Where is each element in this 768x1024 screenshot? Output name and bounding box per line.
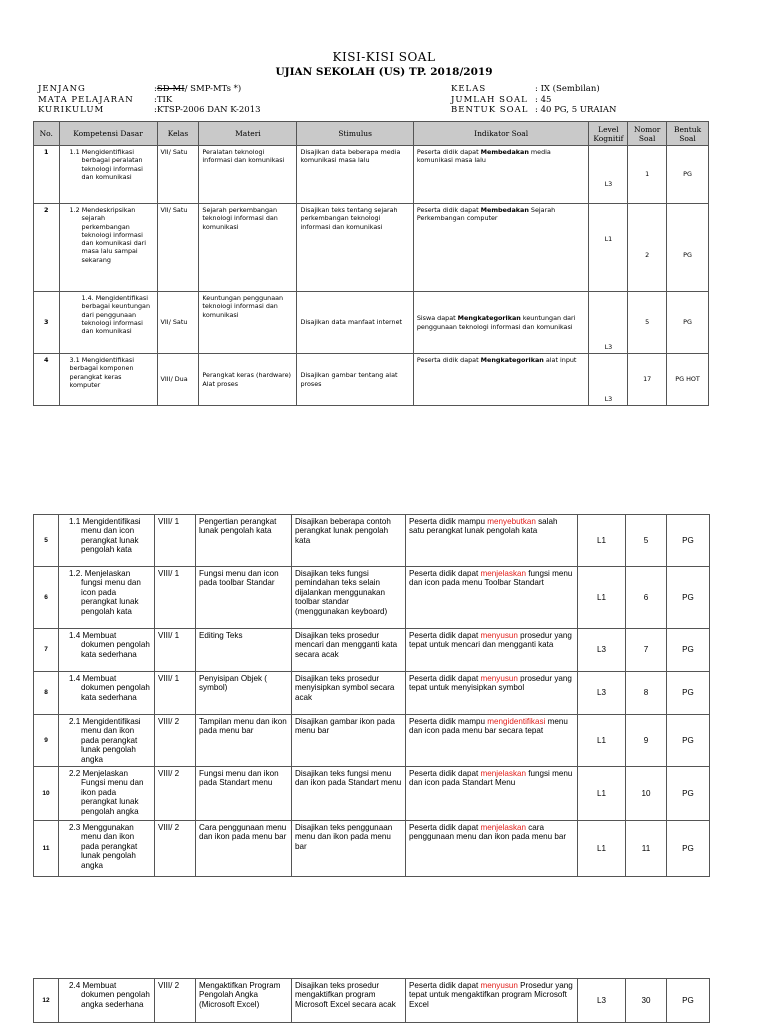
col-header: Materi (199, 122, 297, 146)
row-stimulus: Disajikan teks tentang sejarah perkembangan teknologi informasi dan komunikasi (297, 204, 413, 292)
table-row (34, 821, 710, 877)
row-no: 1 (34, 146, 60, 204)
row-no: 3 (34, 292, 60, 354)
row-bentuk: PG (667, 821, 710, 877)
row-no: 6 (34, 567, 59, 629)
meta-value: : 40 PG, 5 URAIAN (535, 105, 617, 115)
row-stimulus: Disajikan teks fungsi pemindahan teks selain dijalankan menggunakan toolbar standar (menggunakan keyboard) (292, 567, 406, 629)
row-indikator: Siswa dapat Mengkategorikan keuntungan dari penggunaan teknologi informasi dan komunikasi (413, 292, 589, 354)
indikator-keyword: menyusun (480, 981, 518, 990)
meta-value: KTSP-2006 DAN K-2013 (156, 105, 261, 115)
row-indikator: Peserta didik dapat Membedakan Sejarah Perkembangan computer (413, 204, 589, 292)
row-indikator: Peserta didik dapat Membedakan media komunikasi masa lalu (413, 146, 589, 204)
row-nomor: 5 (626, 515, 667, 567)
row-bentuk: PG (667, 146, 709, 204)
row-kd: 2.2 Menjelaskan Fungsi menu dan ikon pada perangkat lunak pengolah angka (59, 767, 155, 821)
row-kelas: VII/ Satu (157, 146, 199, 204)
meta-label: KELAS (451, 84, 487, 94)
row-no: 4 (34, 354, 60, 406)
col-header: No. (34, 122, 60, 146)
table-row (34, 354, 709, 406)
row-materi: Tampilan menu dan ikon pada menu bar (196, 715, 292, 767)
row-stimulus: Disajikan teks prosedur mencari dan mengganti kata secara acak (292, 629, 406, 672)
table-header-row (34, 122, 709, 146)
row-indikator: Peserta didik dapat menjelaskan fungsi menu dan icon pada Standart Menu (406, 767, 578, 821)
row-bentuk: PG (667, 979, 710, 1023)
row-kelas: VIII/ 1 (155, 515, 196, 567)
col-header: Nomor Soal (628, 122, 667, 146)
row-level: L1 (578, 821, 626, 877)
row-no: 5 (34, 515, 59, 567)
table-row (34, 672, 710, 715)
row-materi: Editing Teks (196, 629, 292, 672)
indikator-keyword: menyusun (480, 674, 518, 683)
kisi-table-2 (33, 514, 710, 877)
indikator-keyword: Mengkategorikan (480, 356, 544, 364)
meta-label: JUMLAH SOAL (451, 94, 528, 105)
row-bentuk: PG (667, 292, 709, 354)
row-stimulus: Disajikan teks prosedur menyisipkan symbol secara acak (292, 672, 406, 715)
row-kelas: VIII/ 2 (155, 979, 196, 1023)
row-level: L1 (578, 515, 626, 567)
meta-right (451, 84, 616, 116)
row-no: 12 (34, 979, 59, 1023)
indikator-keyword: menjelaskan (480, 823, 526, 833)
row-bentuk: PG HOT (667, 354, 709, 406)
row-kelas: VII/ Satu (157, 292, 199, 354)
row-bentuk: PG (667, 672, 710, 715)
row-indikator: Peserta didik dapat menjelaskan cara penggunaan menu dan ikon pada menu bar (406, 821, 578, 877)
meta-row-kelas (451, 84, 616, 95)
row-stimulus: Disajikan teks fungsi menu dan ikon pada Standart menu (292, 767, 406, 821)
table-row (34, 767, 710, 821)
row-kd: 1.1 Mengidentifikasi berbagai peralatan teknologi informasi dan komunikasi (59, 146, 157, 204)
row-nomor: 1 (628, 146, 667, 204)
col-header: Stimulus (297, 122, 413, 146)
table-row (34, 629, 710, 672)
row-level: L3 (578, 672, 626, 715)
row-materi: Cara penggunaan menu dan ikon pada menu bar (196, 821, 292, 877)
row-level: L3 (589, 292, 628, 354)
row-nomor: 30 (626, 979, 667, 1023)
meta-row-jumlah (451, 95, 616, 106)
row-kelas: VIII/ 2 (155, 715, 196, 767)
meta-row-jenjang: JENJANG : SD-MI / SMP-MTs *) (38, 84, 242, 94)
col-header: Level Kognitif (589, 122, 628, 146)
row-nomor: 11 (626, 821, 667, 877)
row-kd: 2.1 Mengidentifikasi menu dan ikon pada perangkat lunak pengolah angka (59, 715, 155, 767)
meta-value: : 45 (535, 94, 552, 105)
indikator-keyword: menyusun (480, 631, 518, 640)
row-indikator: Peserta didik dapat menjelaskan fungsi menu dan icon pada menu Toolbar Standart (406, 567, 578, 629)
row-kelas: VIII/ Dua (157, 354, 199, 406)
row-kelas: VIII/ 1 (155, 629, 196, 672)
col-header: Bentuk Soal (667, 122, 709, 146)
indikator-keyword: menyebutkan (487, 517, 536, 526)
meta-label: BENTUK SOAL (451, 105, 529, 115)
row-materi: Fungsi menu dan icon pada toolbar Standar (196, 567, 292, 629)
row-nomor: 8 (626, 672, 667, 715)
row-no: 10 (34, 767, 59, 821)
row-kd: 1.2 Mendeskripsikan sejarah perkembangan teknologi informasi dan komunikasi dari masa lalu sampai sekarang (59, 204, 157, 292)
table-row (34, 204, 709, 292)
row-kelas: VIII/ 2 (155, 767, 196, 821)
row-kd: 2.4 Membuat dokumen pengolah angka sederhana (59, 979, 155, 1023)
table-row (34, 515, 710, 567)
kisi-table-1 (33, 121, 709, 406)
indikator-keyword: menjelaskan (480, 569, 526, 578)
row-kd: 1.4. Mengidentifikasi berbagai keuntungan dari penggunaan teknologi informasi dan komunikasi (59, 292, 157, 354)
row-kd: 1.4 Membuat dokumen pengolah kata sederhana (59, 629, 155, 672)
row-materi: Sejarah perkembangan teknologi informasi dan komunikasi (199, 204, 297, 292)
meta-value: / SMP-MTs *) (184, 84, 242, 94)
document-subtitle: UJIAN SEKOLAH (US) TP. 2018/2019 (275, 66, 493, 78)
meta-label: MATA PELAJARAN (38, 94, 134, 105)
row-materi: Pengertian perangkat lunak pengolah kata (196, 515, 292, 567)
row-nomor: 17 (628, 354, 667, 406)
row-kd: 2.3 Menggunakan menu dan ikon pada perangkat lunak pengolah angka (59, 821, 155, 877)
indikator-keyword: Membedakan (480, 206, 529, 214)
row-indikator: Peserta didik mampu mengidentifikasi menu dan icon pada menu bar secara tepat (406, 715, 578, 767)
row-indikator: Peserta didik dapat menyusun Prosedur yang tepat untuk mengaktifkan program Microsoft Excel (406, 979, 578, 1023)
row-bentuk: PG (667, 567, 710, 629)
row-stimulus: Disajikan data beberapa media komunikasi masa lalu (297, 146, 413, 204)
row-materi: Perangkat keras (hardware) Alat proses (199, 354, 297, 406)
row-stimulus: Disajikan beberapa contoh perangkat lunak pengolah kata (292, 515, 406, 567)
row-level: L3 (589, 354, 628, 406)
row-kd: 1.4 Membuat dokumen pengolah kata sederhana (59, 672, 155, 715)
meta-left (38, 84, 261, 116)
row-no: 7 (34, 629, 59, 672)
row-no: 11 (34, 821, 59, 877)
row-indikator: Peserta didik dapat menyusun prosedur yang tepat untuk mencari dan mengganti kata (406, 629, 578, 672)
row-materi: Fungsi menu dan ikon pada Standart menu (196, 767, 292, 821)
row-bentuk: PG (667, 204, 709, 292)
row-kelas: VII/ Satu (157, 204, 199, 292)
row-materi: Keuntungan penggunaan teknologi informasi dan komunikasi (199, 292, 297, 354)
row-kd: 1.1 Mengidentifikasi menu dan icon perangkat lunak pengolah kata (59, 515, 155, 567)
row-nomor: 7 (626, 629, 667, 672)
row-materi: Peralatan teknologi informasi dan komunikasi (199, 146, 297, 204)
row-level: L1 (578, 767, 626, 821)
table-row (34, 979, 710, 1023)
row-nomor: 9 (626, 715, 667, 767)
row-kelas: VIII/ 1 (155, 567, 196, 629)
row-no: 2 (34, 204, 60, 292)
row-kelas: VIII/ 2 (155, 821, 196, 877)
row-kelas: VIII/ 1 (155, 672, 196, 715)
col-header: Kompetensi Dasar (59, 122, 157, 146)
row-level: L1 (589, 204, 628, 292)
row-level: L1 (578, 715, 626, 767)
row-level: L3 (578, 979, 626, 1023)
indikator-keyword: menjelaskan (480, 769, 526, 779)
col-header: Indikator Soal (413, 122, 589, 146)
meta-value: TIK (156, 94, 173, 105)
meta-row-bentuk (451, 105, 616, 116)
document-title: KISI-KISI SOAL (332, 50, 436, 64)
row-kd: 1.2. Menjelaskan fungsi menu dan icon pada perangkat lunak pengolah kata (59, 567, 155, 629)
row-stimulus: Disajikan teks prosedur mengaktifkan program Microsoft Excel secara acak (292, 979, 406, 1023)
indikator-keyword: mengidentifikasi (487, 717, 546, 726)
meta-row-mapel: MATA PELAJARAN : TIK (38, 94, 173, 105)
meta-label: KURIKULUM (38, 105, 105, 115)
table-row (34, 146, 709, 204)
row-nomor: 5 (628, 292, 667, 354)
table-row (34, 715, 710, 767)
row-level: L3 (589, 146, 628, 204)
meta-value-struck: SD-MI (156, 84, 185, 94)
kisi-table-3 (33, 978, 710, 1023)
meta-label: JENJANG (38, 84, 86, 94)
table-row (34, 567, 710, 629)
col-header: Kelas (157, 122, 199, 146)
meta-value: : IX (Sembilan) (535, 84, 600, 94)
row-materi: Penyisipan Objek ( symbol) (196, 672, 292, 715)
indikator-keyword: Membedakan (480, 148, 529, 156)
row-kd: 3.1 Mengidentifikasi berbagai komponen perangkat keras komputer (59, 354, 157, 406)
row-bentuk: PG (667, 629, 710, 672)
row-stimulus: Disajikan data manfaat internet (297, 292, 413, 354)
row-indikator: Peserta didik mampu menyebutkan salah satu perangkat lunak pengolah kata (406, 515, 578, 567)
meta-row-kurikulum: KURIKULUM : KTSP-2006 DAN K-2013 (38, 105, 261, 115)
indikator-keyword: Mengkategorikan (457, 314, 521, 323)
row-stimulus: Disajikan gambar ikon pada menu bar (292, 715, 406, 767)
row-no: 8 (34, 672, 59, 715)
row-bentuk: PG (667, 515, 710, 567)
row-stimulus: Disajikan gambar tentang alat proses (297, 354, 413, 406)
row-nomor: 2 (628, 204, 667, 292)
row-indikator: Peserta didik dapat Mengkategorikan alat input (413, 354, 589, 406)
row-no: 9 (34, 715, 59, 767)
row-level: L1 (578, 567, 626, 629)
row-bentuk: PG (667, 767, 710, 821)
row-materi: Mengaktifkan Program Pengolah Angka (Microsoft Excel) (196, 979, 292, 1023)
row-nomor: 6 (626, 567, 667, 629)
row-bentuk: PG (667, 715, 710, 767)
row-indikator: Peserta didik dapat menyusun prosedur yang tepat untuk menyisipkan symbol (406, 672, 578, 715)
row-level: L3 (578, 629, 626, 672)
table-row (34, 292, 709, 354)
row-stimulus: Disajikan teks penggunaan menu dan ikon pada menu bar (292, 821, 406, 877)
row-nomor: 10 (626, 767, 667, 821)
